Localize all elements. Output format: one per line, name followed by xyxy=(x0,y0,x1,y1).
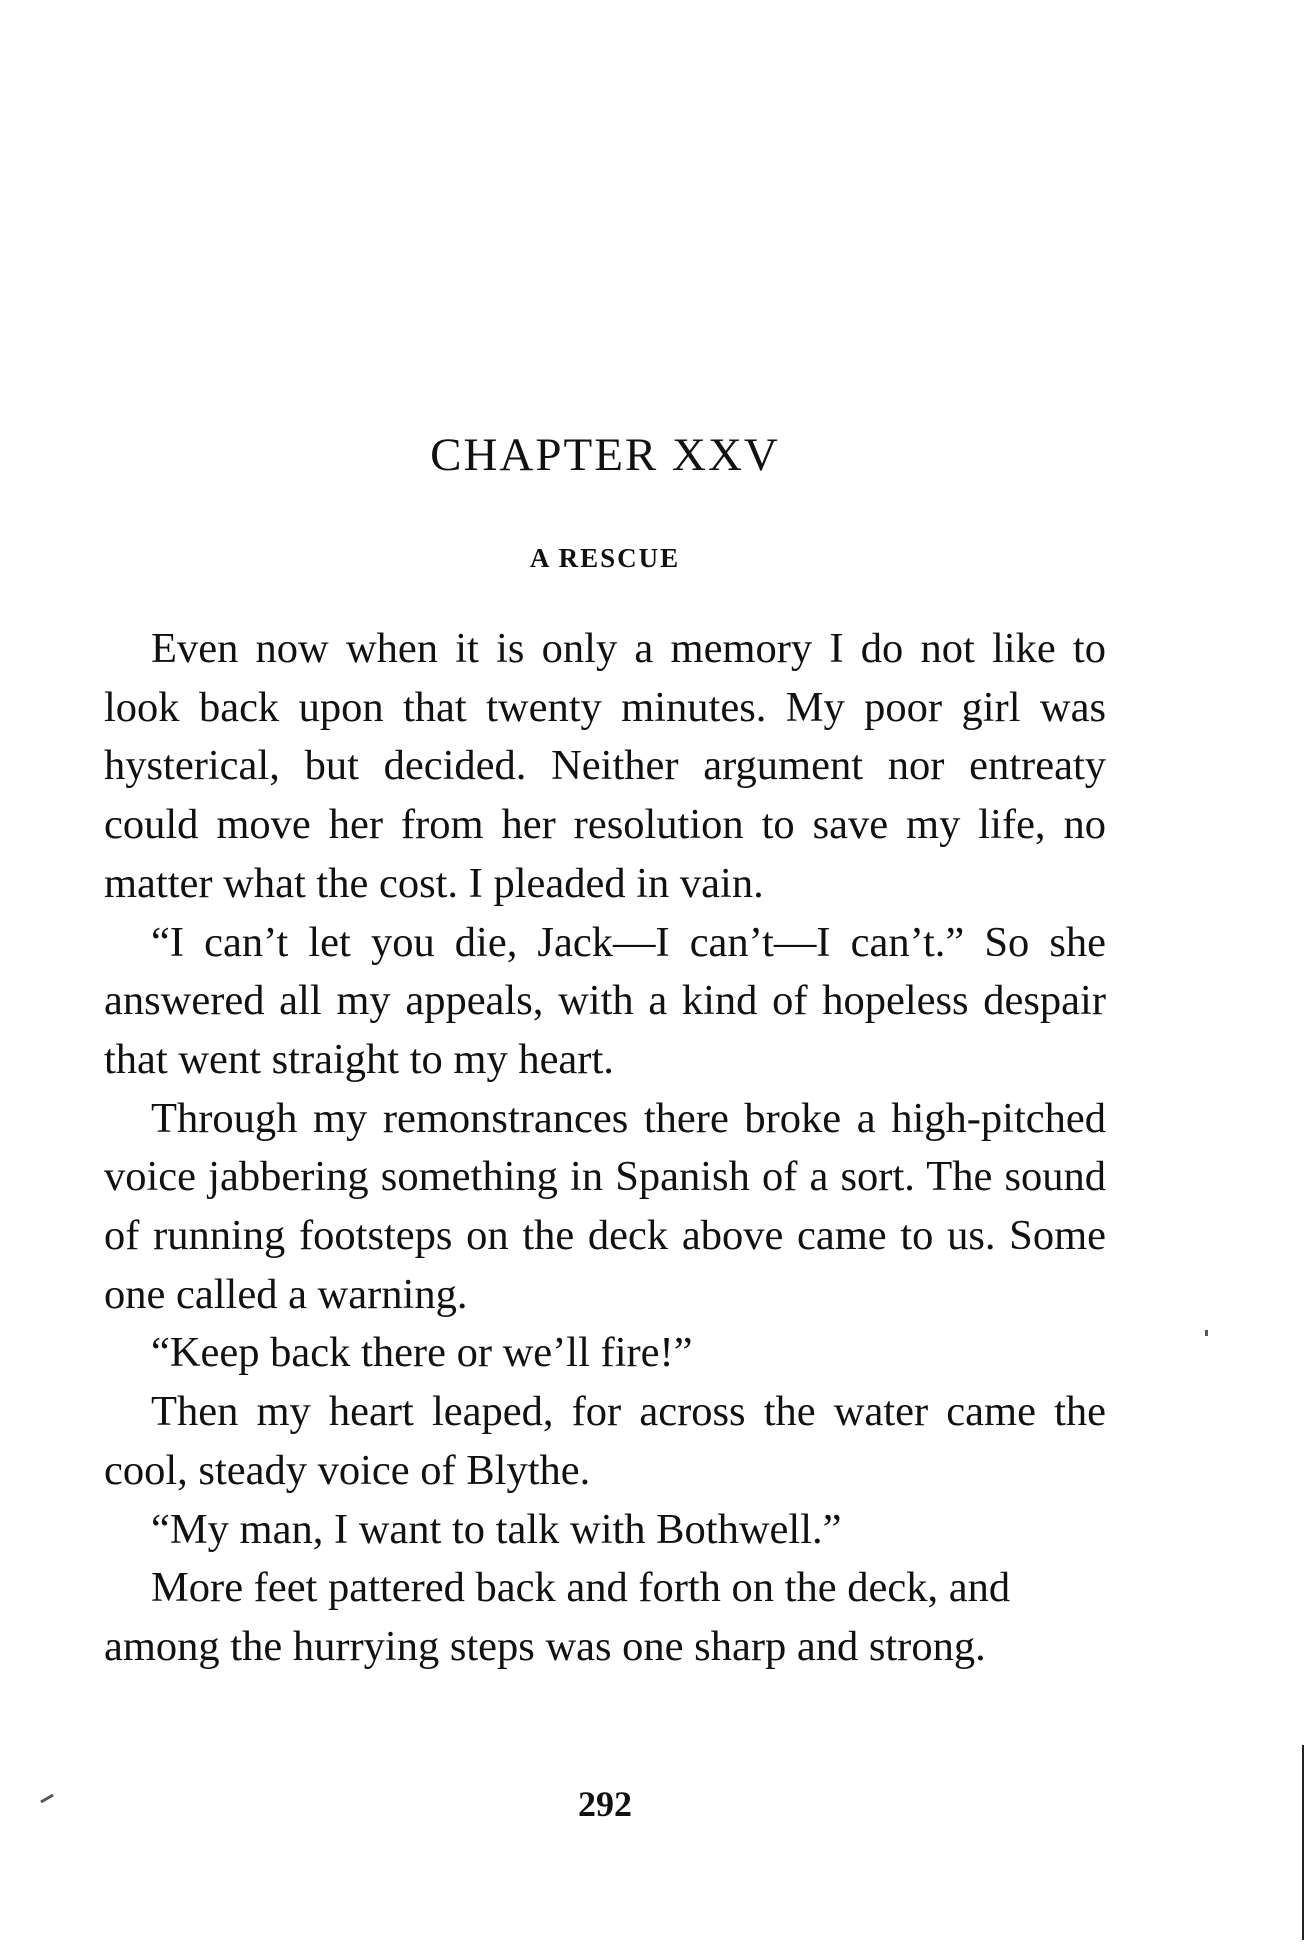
paragraph: Through my remonstrances there broke a high-pitched voice jabbering something in Spanish of a sort. The sound of running footsteps on the deck above came to us. Some one called a warning. xyxy=(104,1094,1106,1318)
paragraph: Then my heart leaped, for across the water came the cool, steady voice of Blythe. xyxy=(104,1388,1106,1494)
page-number: 292 xyxy=(578,1784,632,1824)
paragraph: “Keep back there or we’ll fire!” xyxy=(151,1329,693,1377)
paragraph: “I can’t let you die, Jack—I can’t—I can’t.” So she answered all my appeals, with a kind of hopeless despair that went straight to my heart. xyxy=(104,918,1106,1083)
page-edge-line xyxy=(1302,1745,1304,1940)
paragraph: More feet pattered back and forth on the deck, and among the hurrying steps was one sharp and strong. xyxy=(104,1564,1011,1670)
paragraph: Even now when it is only a memory I do not like to look back upon that twenty minutes. My poor girl was hysterical, but decided. Neither argument nor entreaty could move her from her resolution to save my life, no matter what the cost. I pleaded in vain. xyxy=(104,625,1106,907)
scan-speck xyxy=(1205,1330,1208,1336)
body-text xyxy=(104,620,1106,1677)
chapter-subtitle: A RESCUE xyxy=(529,543,681,573)
chapter-title: CHAPTER XXV xyxy=(430,429,780,481)
paragraph: “My man, I want to talk with Bothwell.” xyxy=(151,1505,842,1553)
